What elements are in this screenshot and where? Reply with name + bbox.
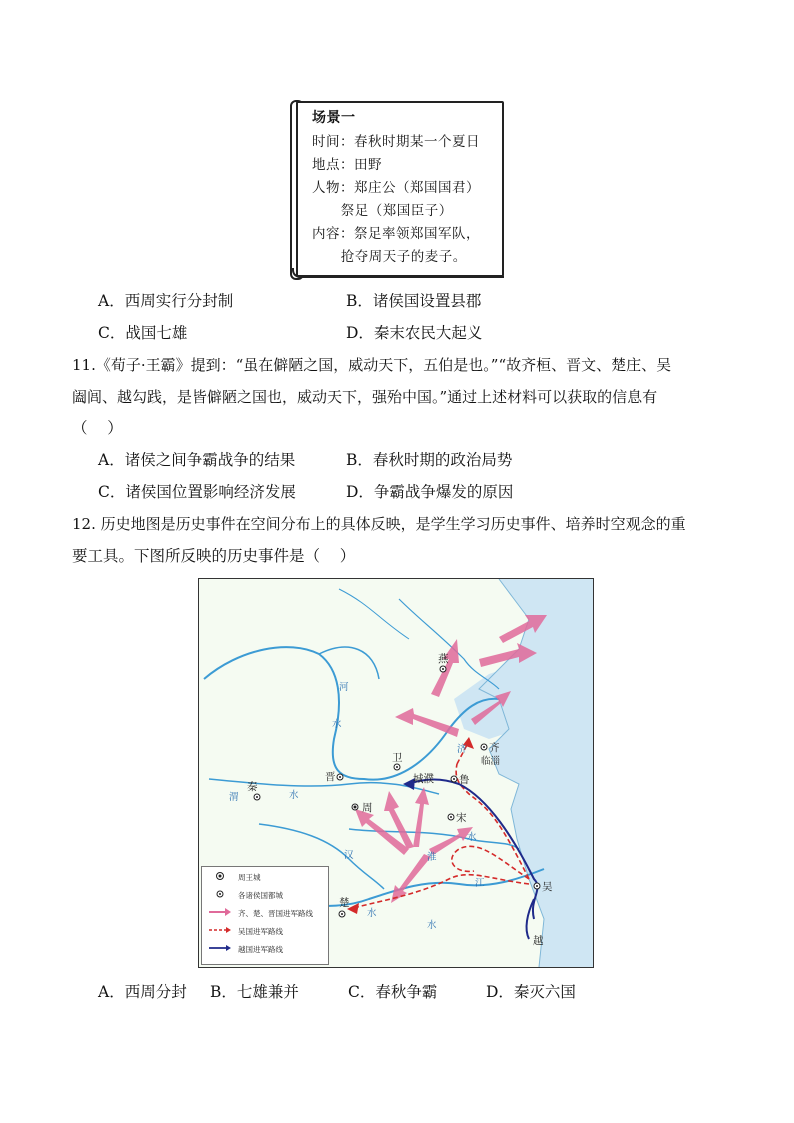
- q12-stem-line: 12. 历史地图是历史事件在空间分布上的具体反映，是学生学习历史事件、培养时空观念的重: [72, 515, 686, 533]
- river-label-wei: 渭: [229, 792, 239, 803]
- legend-item-royal-city: [208, 871, 326, 886]
- blue-arrow-icon: [208, 943, 232, 953]
- place-song: 宋: [456, 812, 467, 824]
- scene-card-line: 内容：祭足率领郑国军队，: [312, 226, 480, 242]
- capital-city-icon: [208, 889, 232, 899]
- river-label-he: 河: [339, 682, 349, 693]
- place-linzi: 临淄: [481, 756, 501, 767]
- scene-card-title: 场景一: [312, 110, 356, 126]
- place-jin: 晋: [325, 771, 336, 783]
- red-dashed-arrow-icon: [208, 925, 232, 935]
- scene-card: [296, 101, 504, 277]
- north-river: [399, 599, 499, 689]
- q12-option-b[interactable]: B．七雄兼并: [210, 983, 299, 1001]
- wu-route-loop: [452, 846, 529, 879]
- legend-item-wu-route: [208, 925, 326, 940]
- wei-river: [209, 779, 439, 794]
- legend-label: 各诸侯国都城: [238, 891, 283, 900]
- scroll-bottom-edge: [292, 268, 504, 278]
- q11-option-d[interactable]: D．争霸战争爆发的原因: [346, 483, 514, 501]
- legend-label: 越国进军路线: [238, 945, 283, 954]
- legend-item-yue-route: [208, 943, 326, 958]
- historical-map: [198, 578, 594, 968]
- scene-card-line: 人物：郑庄公（郑国国君）: [312, 180, 480, 196]
- royal-city-icon: [208, 871, 232, 881]
- huai-river: [349, 829, 519, 849]
- river-label-ji: 济: [457, 744, 467, 755]
- scene-card-line: 地点：田野: [312, 157, 382, 173]
- river-label-shui-3: 水: [467, 832, 477, 843]
- q10-option-d[interactable]: D．秦末农民大起义: [346, 324, 483, 342]
- place-wu: 吴: [542, 881, 553, 893]
- q10-option-b[interactable]: B．诸侯国设置县郡: [346, 292, 482, 310]
- place-qin: 秦: [247, 781, 258, 793]
- scene-card-line: 抢夺周天子的麦子。: [312, 249, 467, 265]
- q12-option-d[interactable]: D．秦灭六国: [486, 983, 576, 1001]
- place-qi: 齐: [489, 742, 500, 754]
- river-label-shui-2: 水: [289, 790, 299, 801]
- place-yue: 越: [533, 935, 544, 947]
- place-yan: 燕: [438, 653, 449, 665]
- pink-arrow-icon: [208, 907, 232, 917]
- legend-item-qi-chu-jin-route: [208, 907, 326, 922]
- q12-stem-line: 要工具。下图所反映的历史事件是（ ）: [72, 547, 356, 565]
- wu-route-west: [349, 875, 529, 909]
- q12-option-c[interactable]: C．春秋争霸: [348, 983, 438, 1001]
- river-label-shui-4: 水: [367, 908, 377, 919]
- river-label-shui-5: 水: [427, 920, 437, 931]
- place-wei: 卫: [392, 752, 403, 764]
- q10-option-a[interactable]: A．西周实行分封制: [98, 292, 234, 310]
- map-legend: [201, 866, 329, 965]
- north-river-2: [339, 589, 409, 639]
- place-lu: 鲁: [459, 774, 470, 786]
- river-label-huai: 淮: [427, 852, 437, 863]
- scene-card-line: 时间：春秋时期某一个夏日: [312, 134, 480, 150]
- river-label-shui: 水: [332, 719, 342, 730]
- legend-label: 周王城: [238, 873, 261, 882]
- place-chengpu: 城濮: [413, 773, 434, 785]
- q11-stem-line: 阖闾、越勾践，是皆僻陋之国也，威动天下，强殆中国。”通过上述材料可以获取的信息有: [72, 388, 658, 406]
- legend-item-capital: [208, 889, 326, 904]
- q11-stem-line: 11.《荀子·王霸》提到：“虽在僻陋之国，威动天下，五伯是也。”“故齐桓、晋文、楚庄、吴: [72, 356, 672, 374]
- q11-option-a[interactable]: A．诸侯之间争霸战争的结果: [98, 451, 296, 469]
- q12-option-a[interactable]: A．西周分封: [98, 983, 187, 1001]
- river-label-han: 汉: [344, 850, 354, 861]
- place-zhou: 周: [362, 802, 373, 814]
- yellow-river: [204, 647, 499, 780]
- q10-option-c[interactable]: C．战国七雄: [98, 324, 188, 342]
- q11-option-c[interactable]: C．诸侯国位置影响经济发展: [98, 483, 296, 501]
- q11-option-b[interactable]: B．春秋时期的政治局势: [346, 451, 513, 469]
- legend-label: 齐、楚、晋国进军路线: [238, 909, 313, 918]
- sea-area: [479, 579, 593, 967]
- river-label-jiang: 江: [475, 878, 485, 889]
- legend-label: 吴国进军路线: [238, 927, 283, 936]
- scene-card-line: 祭足（郑国臣子）: [312, 203, 453, 219]
- place-chu: 楚: [339, 897, 350, 909]
- q11-answer-blank: （ ）: [72, 419, 123, 437]
